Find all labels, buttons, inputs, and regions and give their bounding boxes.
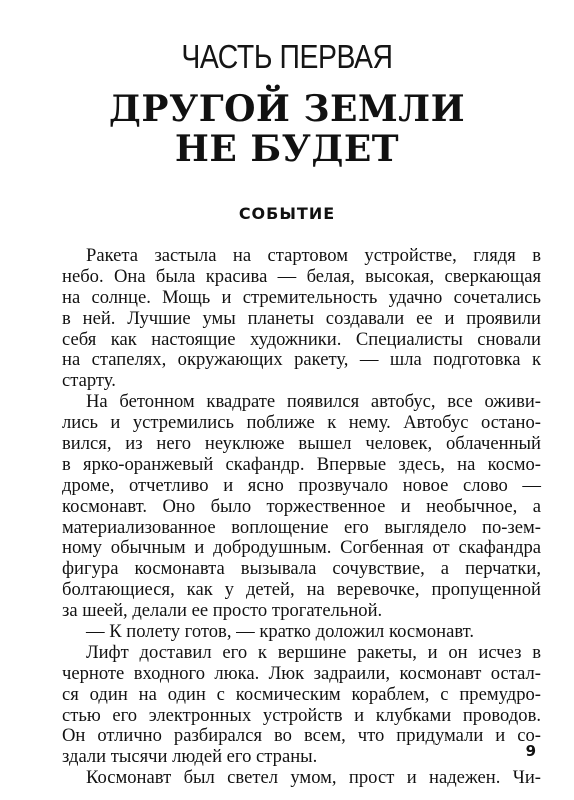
text-line: Ракета застыла на стартовом устройстве, глядя в xyxy=(86,245,541,266)
text-line: себя как настоящие художники. Специалисты сновали xyxy=(62,328,541,350)
part-label: ЧАСТЬ ПЕРВАЯ xyxy=(181,38,393,75)
text-line: Он отлично разбирался во всем, что придумали и со- xyxy=(62,725,541,747)
body-text xyxy=(62,246,541,789)
text-line: здали тысячи людей его страны. xyxy=(62,746,318,768)
text-line: материализованное воплощение его выглядело по-зем- xyxy=(62,516,541,538)
page-number: 9 xyxy=(525,742,536,760)
text-line: лись и устремились поближе к нему. Автобус остано- xyxy=(62,412,541,434)
text-line: фигура космонавта вызывала сочувствие, а перчатки, xyxy=(62,558,541,580)
text-line: На бетонном квадрате появился автобус, все оживи- xyxy=(86,391,541,413)
text-line: небо. Она была красива — белая, высокая, сверкающая xyxy=(62,265,541,287)
text-line: на солнце. Мощь и стремительность удачно сочетались xyxy=(62,286,541,308)
text-line: — К полету готов, — кратко доложил космонавт. xyxy=(86,621,475,643)
text-line: в ярко-оранжевый скафандр. Впервые здесь, на космо- xyxy=(62,453,541,475)
text-line: за шеей, делали ее просто трогательной. xyxy=(62,600,383,622)
text-line: космонавт. Оно было торжественное и необычное, а xyxy=(62,495,541,517)
text-line: вился, из него неуклюже вышел человек, облаченный xyxy=(62,433,541,455)
text-line: Лифт доставил его к вершине ракеты, и он исчез в xyxy=(86,641,541,663)
chapter-title-line-1: ДРУГОЙ ЗЕМЛИ xyxy=(108,88,466,130)
text-line: болтающиеся, как у детей, на веревочке, пропущенной xyxy=(62,579,541,601)
section-title: СОБЫТИЕ xyxy=(238,204,336,223)
text-line: старту. xyxy=(62,370,116,392)
text-line: черноте входного люка. Люк задраили, космонавт остал- xyxy=(62,662,541,684)
text-line: в ней. Лучшие умы планеты создавали ее и проявили xyxy=(62,307,541,329)
text-line: Космонавт был светел умом, прост и надежен. Чи- xyxy=(86,767,541,789)
text-line: ся один на один с космическим кораблем, с премудро- xyxy=(62,683,541,705)
chapter-title-line-2: НЕ БУДЕТ xyxy=(174,128,400,170)
text-line: дроме, отчетливо и ясно прозвучало новое слово — xyxy=(62,474,541,496)
text-line: ному обычным и добродушным. Согбенная от скафандра xyxy=(62,537,541,559)
text-line: на стапелях, окружающих ракету, — шла подготовка к xyxy=(62,349,541,371)
text-line: стью его электронных устройств и клубками проводов. xyxy=(62,704,541,726)
